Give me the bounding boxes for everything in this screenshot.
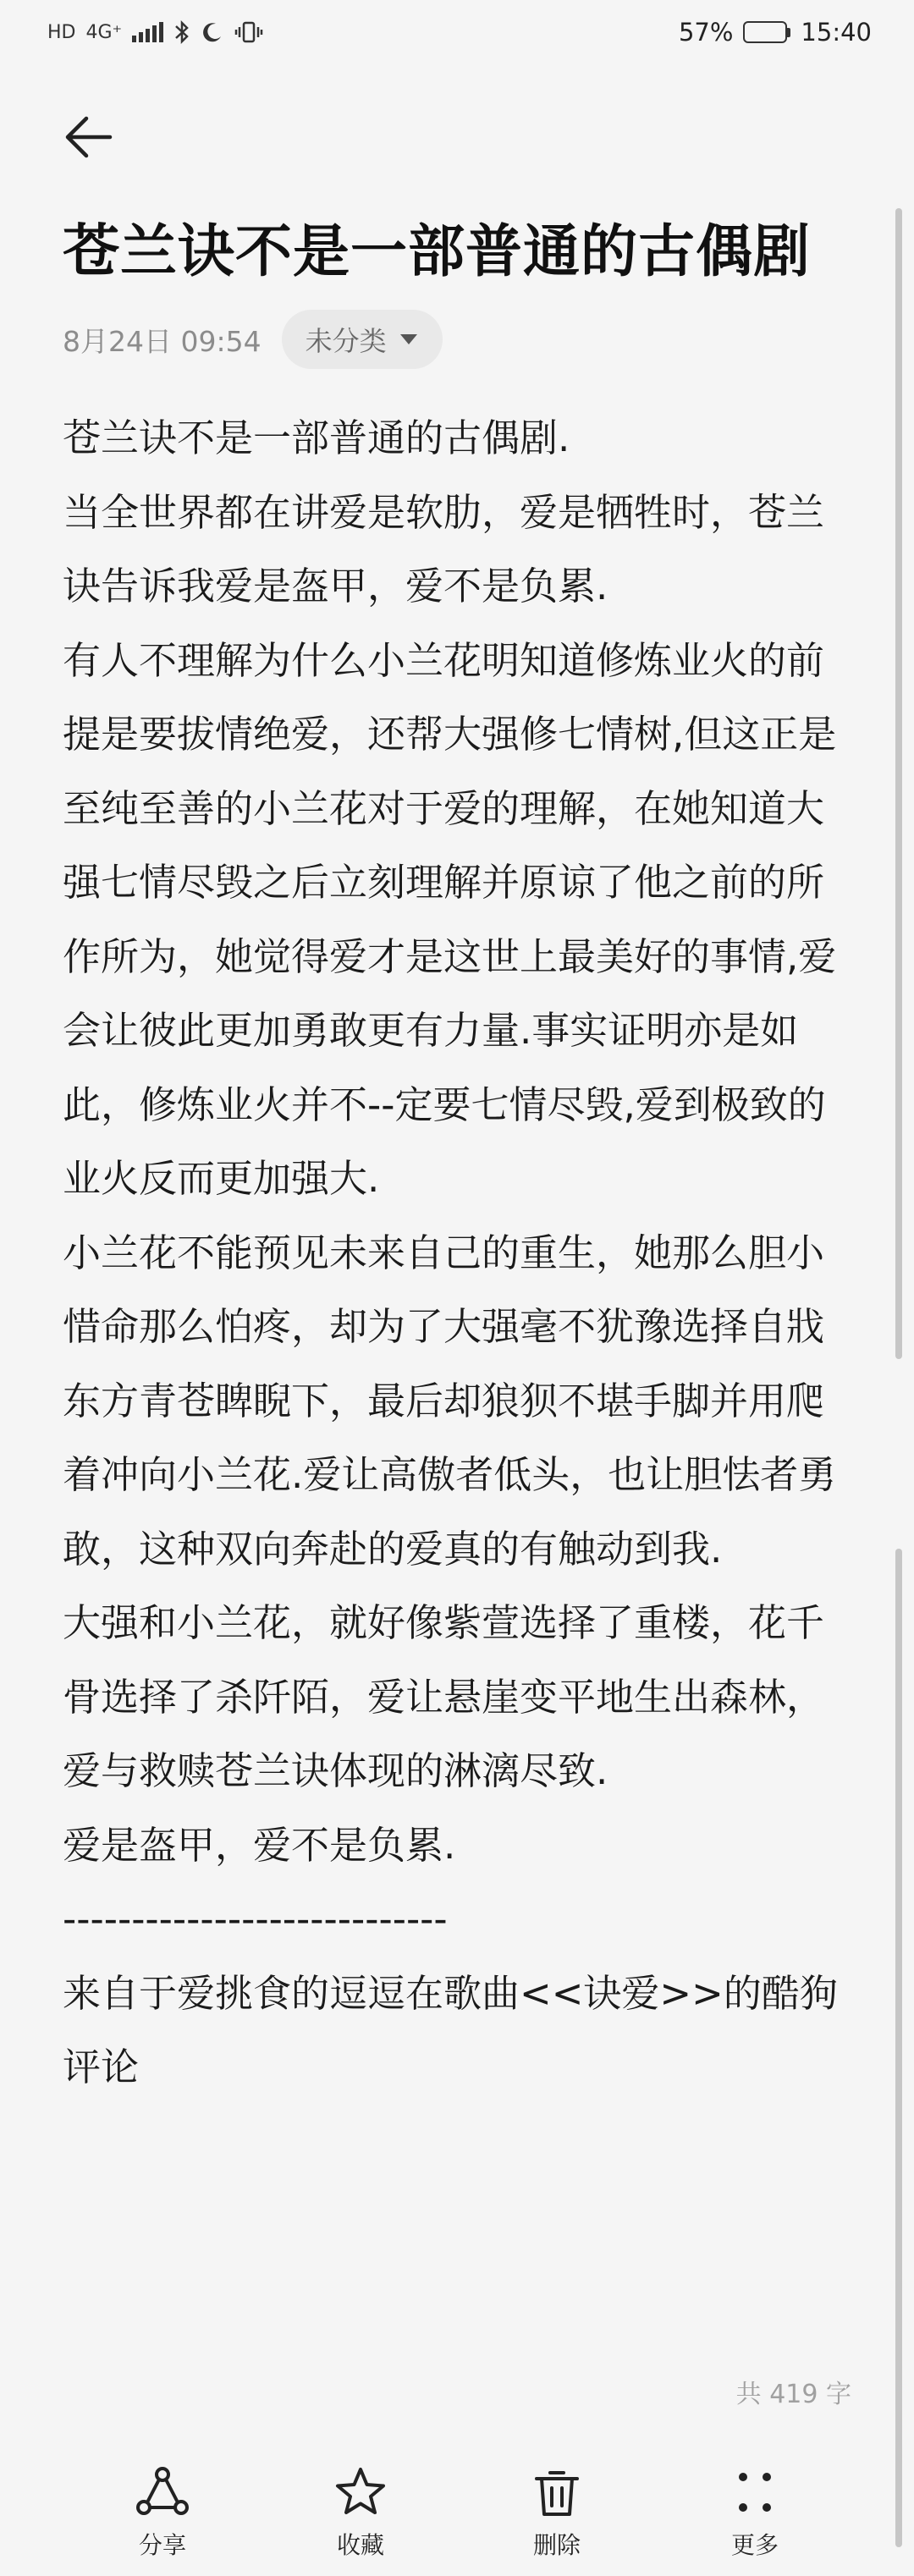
caret-down-icon [400,334,417,344]
vibrate-icon [234,20,263,44]
favorite-label: 收藏 [336,2531,384,2559]
category-label: 未分类 [305,325,387,357]
note-paragraph: 爱是盔甲，爱不是负累. [63,1822,456,1868]
battery-icon [743,21,790,43]
clock: 15:40 [801,18,872,47]
more-label: 更多 [730,2531,779,2559]
delete-button[interactable] [498,2463,616,2561]
scrollbar-bottom[interactable] [895,1549,902,2547]
arrow-left-icon [61,110,115,164]
note-date: 8月24日 09:54 [63,324,262,358]
bottom-action-bar [0,2463,914,2576]
trash-icon [527,2463,586,2522]
note-divider: ---------------------------- [63,1896,448,1941]
note-body[interactable] [63,401,851,2105]
more-icon [725,2463,785,2522]
note-paragraph: 小兰花不能预见未来自己的重生，她那么胆小惜命那么怕疼，却为了大强毫不犹豫选择自戕东方青苍睥睨下，最后却狼狈不堪手脚并用爬着冲向小兰花.爱让高傲者低头，也让胆怯者勇敢，这种双向奔赴的爱真的有触动到我. [63,1230,837,1571]
note-title[interactable]: 苍兰诀不是一部普通的古偶剧 [63,218,811,284]
status-left [47,19,263,45]
scrollbar-top[interactable] [895,208,902,1359]
delete-label: 删除 [532,2531,581,2559]
battery-percent: 57% [678,18,734,47]
star-icon [331,2463,390,2522]
back-button[interactable] [58,107,118,168]
moon-icon [201,20,224,44]
status-right [679,18,872,47]
network-type: 4G⁺ [85,21,123,43]
note-paragraph: 苍兰诀不是一部普通的古偶剧. [63,416,570,460]
bluetooth-icon [173,19,190,45]
note-meta [63,310,443,369]
status-bar [0,0,914,64]
note-paragraph: 大强和小兰花，就好像紫萱选择了重楼，花千骨选择了杀阡陌，爱让悬崖变平地生出森林，爱与救赎苍兰诀体现的淋漓尽致. [63,1600,825,1793]
category-dropdown[interactable] [282,310,443,369]
favorite-button[interactable] [301,2463,420,2561]
note-paragraph: 有人不理解为什么小兰花明知道修炼业火的前提是要拔情绝爱，还帮大强修七情树,但这正是至纯至善的小兰花对于爱的理解，在她知道大强七情尽毁之后立刻理解并原谅了他之前的所作所为，她觉得爱才是这世上最美好的事情,爱会让彼此更加勇敢更有力量.事实证明亦是如此，修炼业火并不--定要七情尽毁,爱到极致的业火反而更加强大. [63,637,837,1201]
more-button[interactable] [696,2463,814,2561]
note-paragraph: 当全世界都在讲爱是软肋，爱是牺牲时，苍兰诀告诉我爱是盔甲，爱不是负累. [63,489,825,608]
note-paragraph: 来自于爱挑食的逗逗在歌曲<<诀爱>>的酷狗评论 [63,1970,838,2089]
share-label: 分享 [138,2531,186,2559]
hd-indicator: HD [47,21,76,43]
share-icon [133,2463,192,2522]
signal-icon [132,22,163,42]
word-count: 共 419 字 [735,2380,851,2409]
share-button[interactable] [103,2463,222,2561]
